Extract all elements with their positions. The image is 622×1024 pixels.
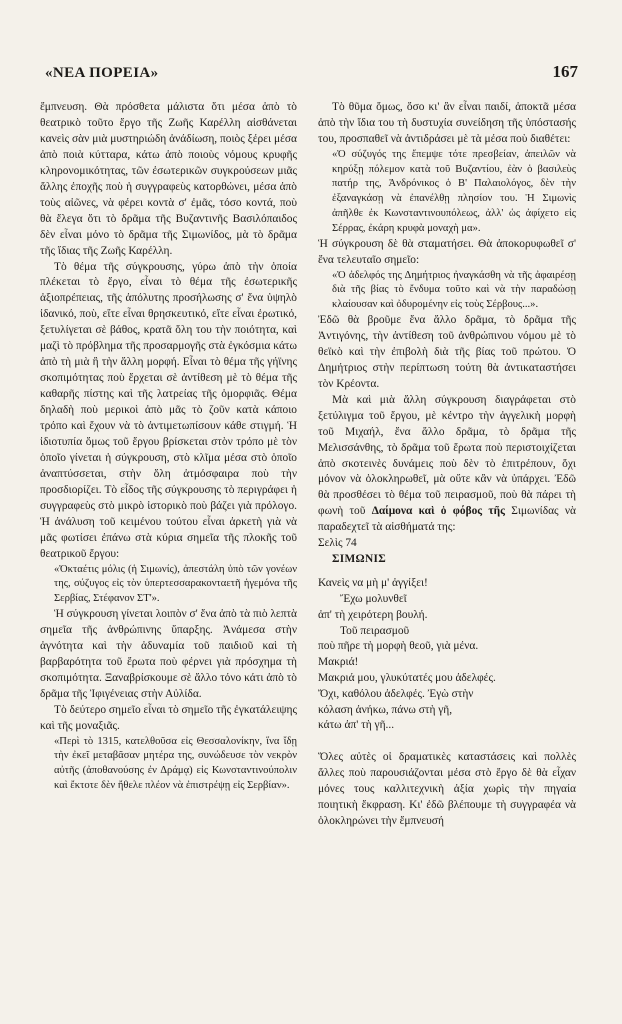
- poem-line: ποὺ πῆρε τὴ μορφὴ θεοῦ, γιὰ μένα.: [318, 640, 479, 653]
- block-quote: «Ὁ σύζυγός της ἔπεμψε τότε πρεσβείαν, ἀπειλῶν νὰ κηρύξῃ πόλεμον κατὰ τοῦ Βυζαντίου, ἐὰν ὁ βασιλεὺς πατήρ της, Ἀνδρόνικος ὁ Β' Παλαιολόγος, δὲν τὴν ἐξαναγκάσῃ νὰ ἐπανέλθῃ πλησίον του. Ἡ Σιμωνὶς ἀπῆλθε ἐκ Κωνσταντινουπόλεως, ἀλλ' ὡς ἀφίχετο εἰς Σέρρας, ἐκάρη κρυφὰ μοναχὴ μα».: [332, 148, 576, 234]
- poem-line: Ὄχι, καθόλου ἀδελφές. Ἐγὼ στὴν: [318, 687, 474, 700]
- poem-line: Μακριά μου, γλυκύτατές μου ἀδελφές.: [318, 671, 496, 684]
- left-column: [40, 100, 297, 794]
- poem: [318, 576, 576, 734]
- block-quote: «Ὁ ἀδελφός της Δημήτριος ἠναγκάσθη νὰ τῆς ἀφαιρέσῃ διὰ τῆς βίας τὸ ἔνδυμα τοῦτο καὶ νὰ τὴν παραδώσῃ κλαίουσαν καὶ ὀδυρομένην εἰς τοὺς Σέρβους...».: [332, 269, 576, 311]
- speaker-name: ΣΙΜΩΝΙΣ: [332, 553, 386, 566]
- paragraph: Ἡ σύγκρουση γίνεται λοιπὸν σ' ἕνα ἀπὸ τὰ πιὸ λεπτὰ σημεῖα τῆς ἀνθρώπινης ὕπαρξης. Ἀνάμεσα στὴν ἀγνότητα καὶ τὴν ἀδυναμία τοῦ παιδιοῦ καὶ τὴ βαρβαρότητα τοῦ ἔρωτα ποὺ φέρνει γιὰ πρόσχημα τὴ σκοπιμότητα. Ξαναβρίσκουμε σὲ ἄλλο τόνο κάτι ἀπὸ τὸ δρᾶμα τῆς Ἰφιγένειας στὴν Αὐλίδα.: [40, 608, 297, 700]
- poem-line: κόλαση ἀνήκω, πάνω στὴ γῆ,: [318, 703, 453, 716]
- poem-line: κάτω ἀπ' τὴ γῆ...: [318, 719, 395, 732]
- right-column: [318, 100, 576, 830]
- paragraph: Ἡ σύγκρουση δὲ θὰ σταματήσει. Θὰ ἀποκορυφωθεῖ σ' ἕνα τελευταῖο σημεῖο:: [318, 237, 576, 266]
- page-reference: Σελὶς 74: [318, 537, 357, 550]
- paragraph: ἔμπνευση. Θὰ πρόσθετα μάλιστα ὅτι μέσα ἀπὸ τὸ θεατρικὸ τοῦτο ἔργο τῆς Ζωῆς Καρέλλη αἰσθάνεται κανεὶς σὰν μιὰ μυστηριώδη ἀνάδίωση, ποιὸς ξέρει μέσα ἀπὸ ποιὰ κύτταρα, κάτω ἀπὸ ποιοὺς νόμους κρυφῆς κληρονομικότητας, τῶν ἐσωτερικῶν συγκρούσεων μιᾶς ἄλλης ἐποχῆς ποὺ ἡ συγγραφεὺς κατορθώνει, μέσα ἀπὸ τοὺς αἰῶνες, νὰ φέρει κοντὰ σ' ἐμᾶς, τόσο κοντά, ποὺ θὰ ἔλεγα ὅτι τὸ δρᾶμα τῆς Βυζαντινῆς Βασιλόπαιδος δὲν εἶναι μόνο τὸ δρᾶμα τῆς Σιμωνίδος, μὰ τὸ δρᾶμα τῆς ἴδιας τῆς Ζωῆς Καρέλλη.: [40, 101, 297, 257]
- spacer: [318, 742, 576, 750]
- paragraph: [318, 393, 576, 537]
- paragraph: Τὸ θέμα τῆς σύγκρουσης, γύρω ἀπὸ τὴν ὁποία πλέκεται τὸ ἔργο, εἶναι τὸ θέμα τῆς ἐσωτερικῆς ἀξιοπρέπειας, τῆς ἀπόλυτης προσήλωσης σ' ἕνα ὑψηλὸ ἰδανικό, ποὺ, εἴτε εἶναι θρησκευτικό, εἴτε εἶναι ἐρωτικό, ξετυλίγεται σὲ βάθος, κρατᾶ ὅλη του τὴν ποιότητα, καὶ μαζὶ τὸ πρόβλημα τῆς προσαρμογῆς στὰ ἐγκόσμια κάτω ἀπὸ τὴ μιὰ ἢ τὴν ἄλλη μορφή. Εἶναι τὸ θέμα τῆς γήϊνης σκοπιμότητας ποὺ ἔρχεται σὲ ἀντίθεση μὲ τὸ θέμα τῆς καθαρῆς πίστης καὶ τῆς λατρείας τῆς ὁμορφιᾶς. Θέμα δηλαδὴ ποὺ μερικοὶ ἀπὸ μᾶς τὸ ζοῦν κατὰ κάποιο τρόπο καὶ ἔχουν νὰ τὸ ἀντιμετωπίσουν κάθε στιγμή. Ἡ ἰδιοτυπία ὅμως τοῦ ἔργου βρίσκεται στὸν τρόπο μὲ τὸν ὁποῖο γίνεται ἡ σύγκρουση, στὸ κλῖμα μέσα στὸ ὁποῖο ἀναπτύσσεται, στὴν ὅλη ἀτμόσφαιρα ποὺ τὴν προσδιορίζει. Τὸ εἶδος τῆς σύγκρουσης τὸ περιγράφει ἡ συγγραφεὺς στὸ μικρὸ ἱστορικὸ ποὺ βάζει γιὰ πρόλογο. Ἡ ἀνάλυση τοῦ κειμένου τούτου εἶναι ἀρκετὴ γιὰ νὰ μᾶς φωτίσει ἐπάνω στὰ κύρια σημεῖα τῆς πλοκῆς τοῦ θεατρικοῦ ἔργου:: [40, 260, 297, 560]
- page-number: 167: [552, 62, 578, 81]
- poem-line: Μακριά!: [318, 656, 359, 669]
- paragraph: Τὸ θῦμα ὅμως, ὅσο κι' ἂν εἶναι παιδί, ἀποκτᾶ μέσα ἀπὸ τὴν ἴδια του τὴ δυστυχία συνείδηση τῆς ὑπόστασής του, προσπαθεῖ νὰ ἀντιδράσει μὲ τὰ μέσα ποὺ διαθέτει:: [318, 101, 576, 145]
- spacer: [318, 568, 576, 576]
- paragraph: Τὸ δεύτερο σημεῖο εἶναι τὸ σημεῖο τῆς ἐγκατάλειψης καὶ τῆς μοναξιᾶς.: [40, 703, 297, 732]
- block-quote: «Ὀκταέτις μόλις (ἡ Σιμωνίς), ἀπεστάλη ὑπὸ τῶν γονέων της, σύζυγος εἰς τὸν ὑπερτεσσαρακονταετῆ ἡγεμόνα τῆς Σερβίας, Στέφανον ΣΤ'».: [54, 563, 297, 605]
- paragraph-text: Σιμωνίδας νὰ παραδεχτεῖ τὰ αἰσθήματά της:: [318, 505, 576, 534]
- paragraph-text: Μὰ καὶ μιὰ ἄλλη σύγκρουση διαγράφεται στὸ ξετύλιγμα τοῦ ἔργου, μὲ κέντρο τὴν ἀγγελικὴ μορφὴ τοῦ Μιχαήλ, ἕνα ἄλλο δρᾶμα, τὸ δρᾶμα τῆς Μελισσάνθης, τὸ δρᾶμα τοῦ ἔρωτα ποὺ περιστοιχίζεται ἀπὸ σκοτεινὲς δυνάμεις ποὺ δὲν τὸ ἐπιτρέπουν, ὄχι μόνον νὰ ὁλοκληρωθεῖ, μὰ οὔτε κἂν νὰ ὑπάρχει. Ἐδῶ θὰ προσθέσει τὸ θέμα τοῦ πειρασμοῦ, ποὺ θὰ πάρει τὴ φωνὴ τοῦ: [318, 393, 576, 518]
- paragraph: Ἐδῶ θὰ βροῦμε ἕνα ἄλλο δρᾶμα, τὸ δρᾶμα τῆς Ἀντιγόνης, τὴν ἀντίθεση τοῦ ἀνθρώπινου νόμου μὲ τὸ θεϊκὸ καὶ τὴν ἐπιβολὴ διὰ τῆς βίας τοῦ πρώτου. Ὁ Δημήτριος στὴν περίπτωση τούτη θὰ ἀντικαταστήσει τὸν Κρέοντα.: [318, 313, 576, 390]
- journal-title: «ΝΕΑ ΠΟΡΕΙΑ»: [45, 65, 159, 81]
- poem-line: Ἔχω μολυνθεῖ: [340, 592, 407, 605]
- block-quote: «Περὶ τὸ 1315, κατελθοῦσα εἰς Θεσσαλονίκην, ἵνα ἴδῃ τὴν ἐκεῖ μεταβᾶσαν μητέρα της, συνώδευσε τὸν νεκρὸν αὐτῆς (ἀποθανούσης ἐν Δράμᾳ) εἰς Κωνσταντινούπολιν καὶ ἔκτοτε δὲν ἤθελε πλέον νὰ ἐπιστρέψῃ εἰς Σερβίαν».: [54, 735, 297, 792]
- page-header: [45, 62, 578, 88]
- poem-line: Τοῦ πειρασμοῦ: [340, 624, 410, 637]
- poem-line: Κανεὶς να μὴ μ' ἀγγίξει!: [318, 577, 428, 590]
- spacer: [318, 734, 576, 742]
- paragraph: Ὅλες αὐτὲς οἱ δραματικὲς καταστάσεις καὶ πολλὲς ἄλλες ποὺ παρουσιάζονται μέσα στὸ ἔργο δὲ θὰ εἶχαν μόνες τους καλλιτεχνικὴ ἀξία χωρὶς τὴν πηγαία ποιητικὴ ἔκφραση. Κι' ἐδῶ βλέπουμε τὴ συγγραφέα νὰ ὁλοκληρώνει τὴν ἔμπνευσή: [318, 751, 576, 827]
- poem-line: ἀπ' τὴ χειρότερη βουλή.: [318, 608, 428, 621]
- bold-phrase: Δαίμονα καὶ ὁ φόβος τῆς: [371, 505, 505, 518]
